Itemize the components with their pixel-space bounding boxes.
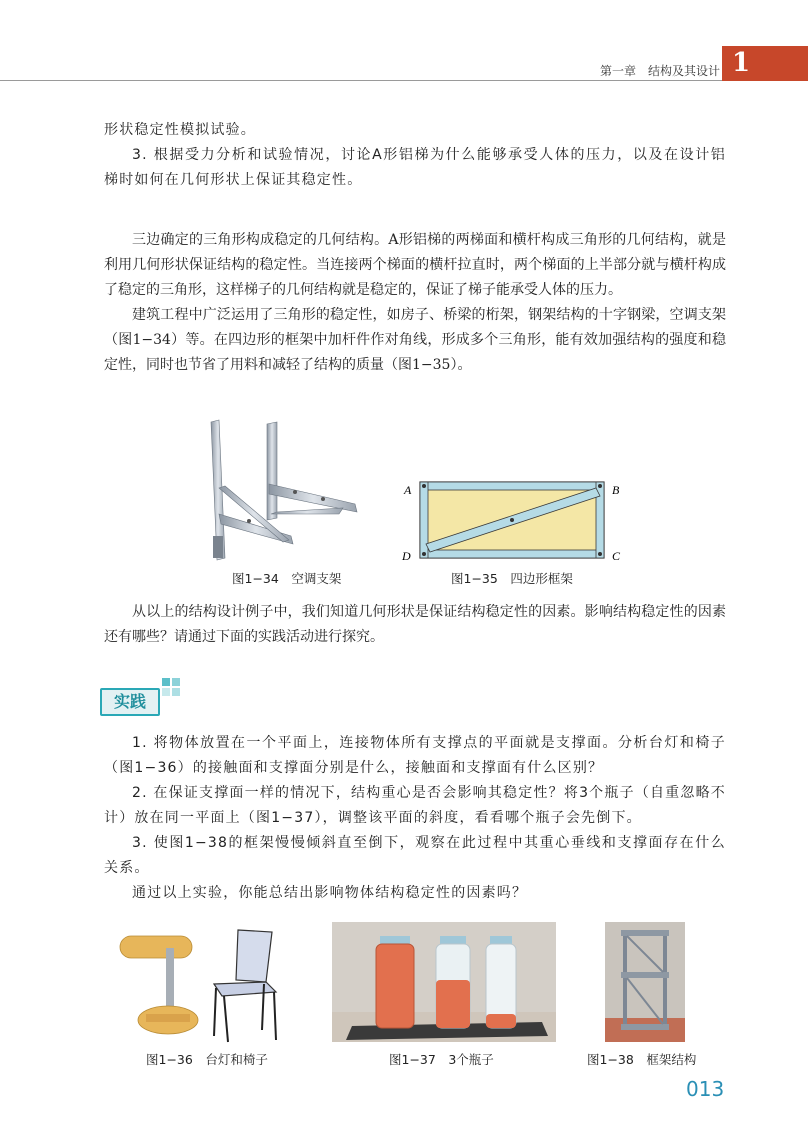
paragraph-triangle: 三边确定的三角形构成稳定的几何结构。A形铝梯的两梯面和横杆构成三角形的几何结构，就是利用几何形状保证结构的稳定性。当连接两个梯面的横杆拉直时，两个梯面的上半部分就与横杆构成了稳定的三角形，这样梯子的几何结构就是稳定的，保证了梯子能承受人体的压力。 <box>104 232 726 298</box>
practice-item-1: 1. 将物体放置在一个平面上，连接物体所有支撑点的平面就是支撑面。分析台灯和椅子（图1−36）的接触面和支撑面分别是什么，接触面和支撑面有什么区别？ <box>104 735 726 776</box>
practice-item-2: 2. 在保证支撑面一样的情况下，结构重心是否会影响其稳定性？将3个瓶子（自重忽略不计）放在同一平面上（图1−37），调整该平面的斜度，看看哪个瓶子会先倒下。 <box>104 785 726 826</box>
chapter-number: 1 <box>732 48 751 78</box>
three-bottles-photo <box>332 922 556 1042</box>
decor-square <box>172 688 180 696</box>
decor-square <box>172 678 180 686</box>
paragraph-item-3: 3. 根据受力分析和试验情况，讨论A形铝梯为什么能够承受人体的压力，以及在设计铝梯时如何在几何形状上保证其稳定性。 <box>104 147 726 188</box>
vertex-label-a: A <box>404 483 412 497</box>
decor-square <box>162 688 170 696</box>
paragraph-intro-tail: 形状稳定性模拟试验。 <box>104 122 256 138</box>
vertex-label-c: C <box>612 549 621 562</box>
practice-badge <box>100 688 162 714</box>
figure-1-37-caption: 图1−37 3个瓶子 <box>389 1052 494 1067</box>
practice-summary: 通过以上实验，你能总结出影响物体结构稳定性的因素吗？ <box>132 885 528 901</box>
vertex-label-d: D <box>402 549 411 562</box>
desk-lamp-and-chair-image <box>116 928 296 1046</box>
vertex-label-b: B <box>612 483 620 497</box>
figure-1-36-caption: 图1−36 台灯和椅子 <box>146 1052 268 1067</box>
figure-1-35-caption: 图1−35 四边形框架 <box>451 571 573 586</box>
air-conditioner-bracket-image <box>205 418 365 566</box>
intro-block <box>104 118 726 193</box>
figure-1-38-caption: 图1−38 框架结构 <box>587 1052 697 1067</box>
header-rule <box>0 80 722 81</box>
figure-1-34-caption: 图1−34 空调支架 <box>232 571 342 586</box>
page-number: 013 <box>686 1077 725 1101</box>
practice-items <box>104 731 726 906</box>
chapter-title: 第一章 结构及其设计 <box>599 64 720 78</box>
practice-item-3: 3. 使图1−38的框架慢慢倾斜直至倒下，观察在此过程中其重心垂线和支撑面存在什么关系。 <box>104 835 726 876</box>
decor-square <box>162 678 170 686</box>
chapter-tab <box>722 46 808 81</box>
main-text-block <box>104 228 726 378</box>
paragraph-building: 建筑工程中广泛运用了三角形的稳定性，如房子、桥梁的桁架，钢架结构的十字钢梁，空调支架（图1−34）等。在四边形的框架中加杆件作对角线，形成多个三角形，能有效加强结构的强度和稳定性，同时也节省了用料和减轻了结构的质量（图1−35）。 <box>104 307 726 373</box>
practice-badge-label: 实践 <box>113 692 146 711</box>
frame-structure-photo <box>605 922 685 1042</box>
quadrilateral-frame-diagram <box>400 478 630 562</box>
paragraph-conclusion: 从以上的结构设计例子中，我们知道几何形状是保证结构稳定性的因素。影响结构稳定性的因素还有哪些？请通过下面的实践活动进行探究。 <box>104 604 726 645</box>
conclusion-block <box>104 600 726 650</box>
